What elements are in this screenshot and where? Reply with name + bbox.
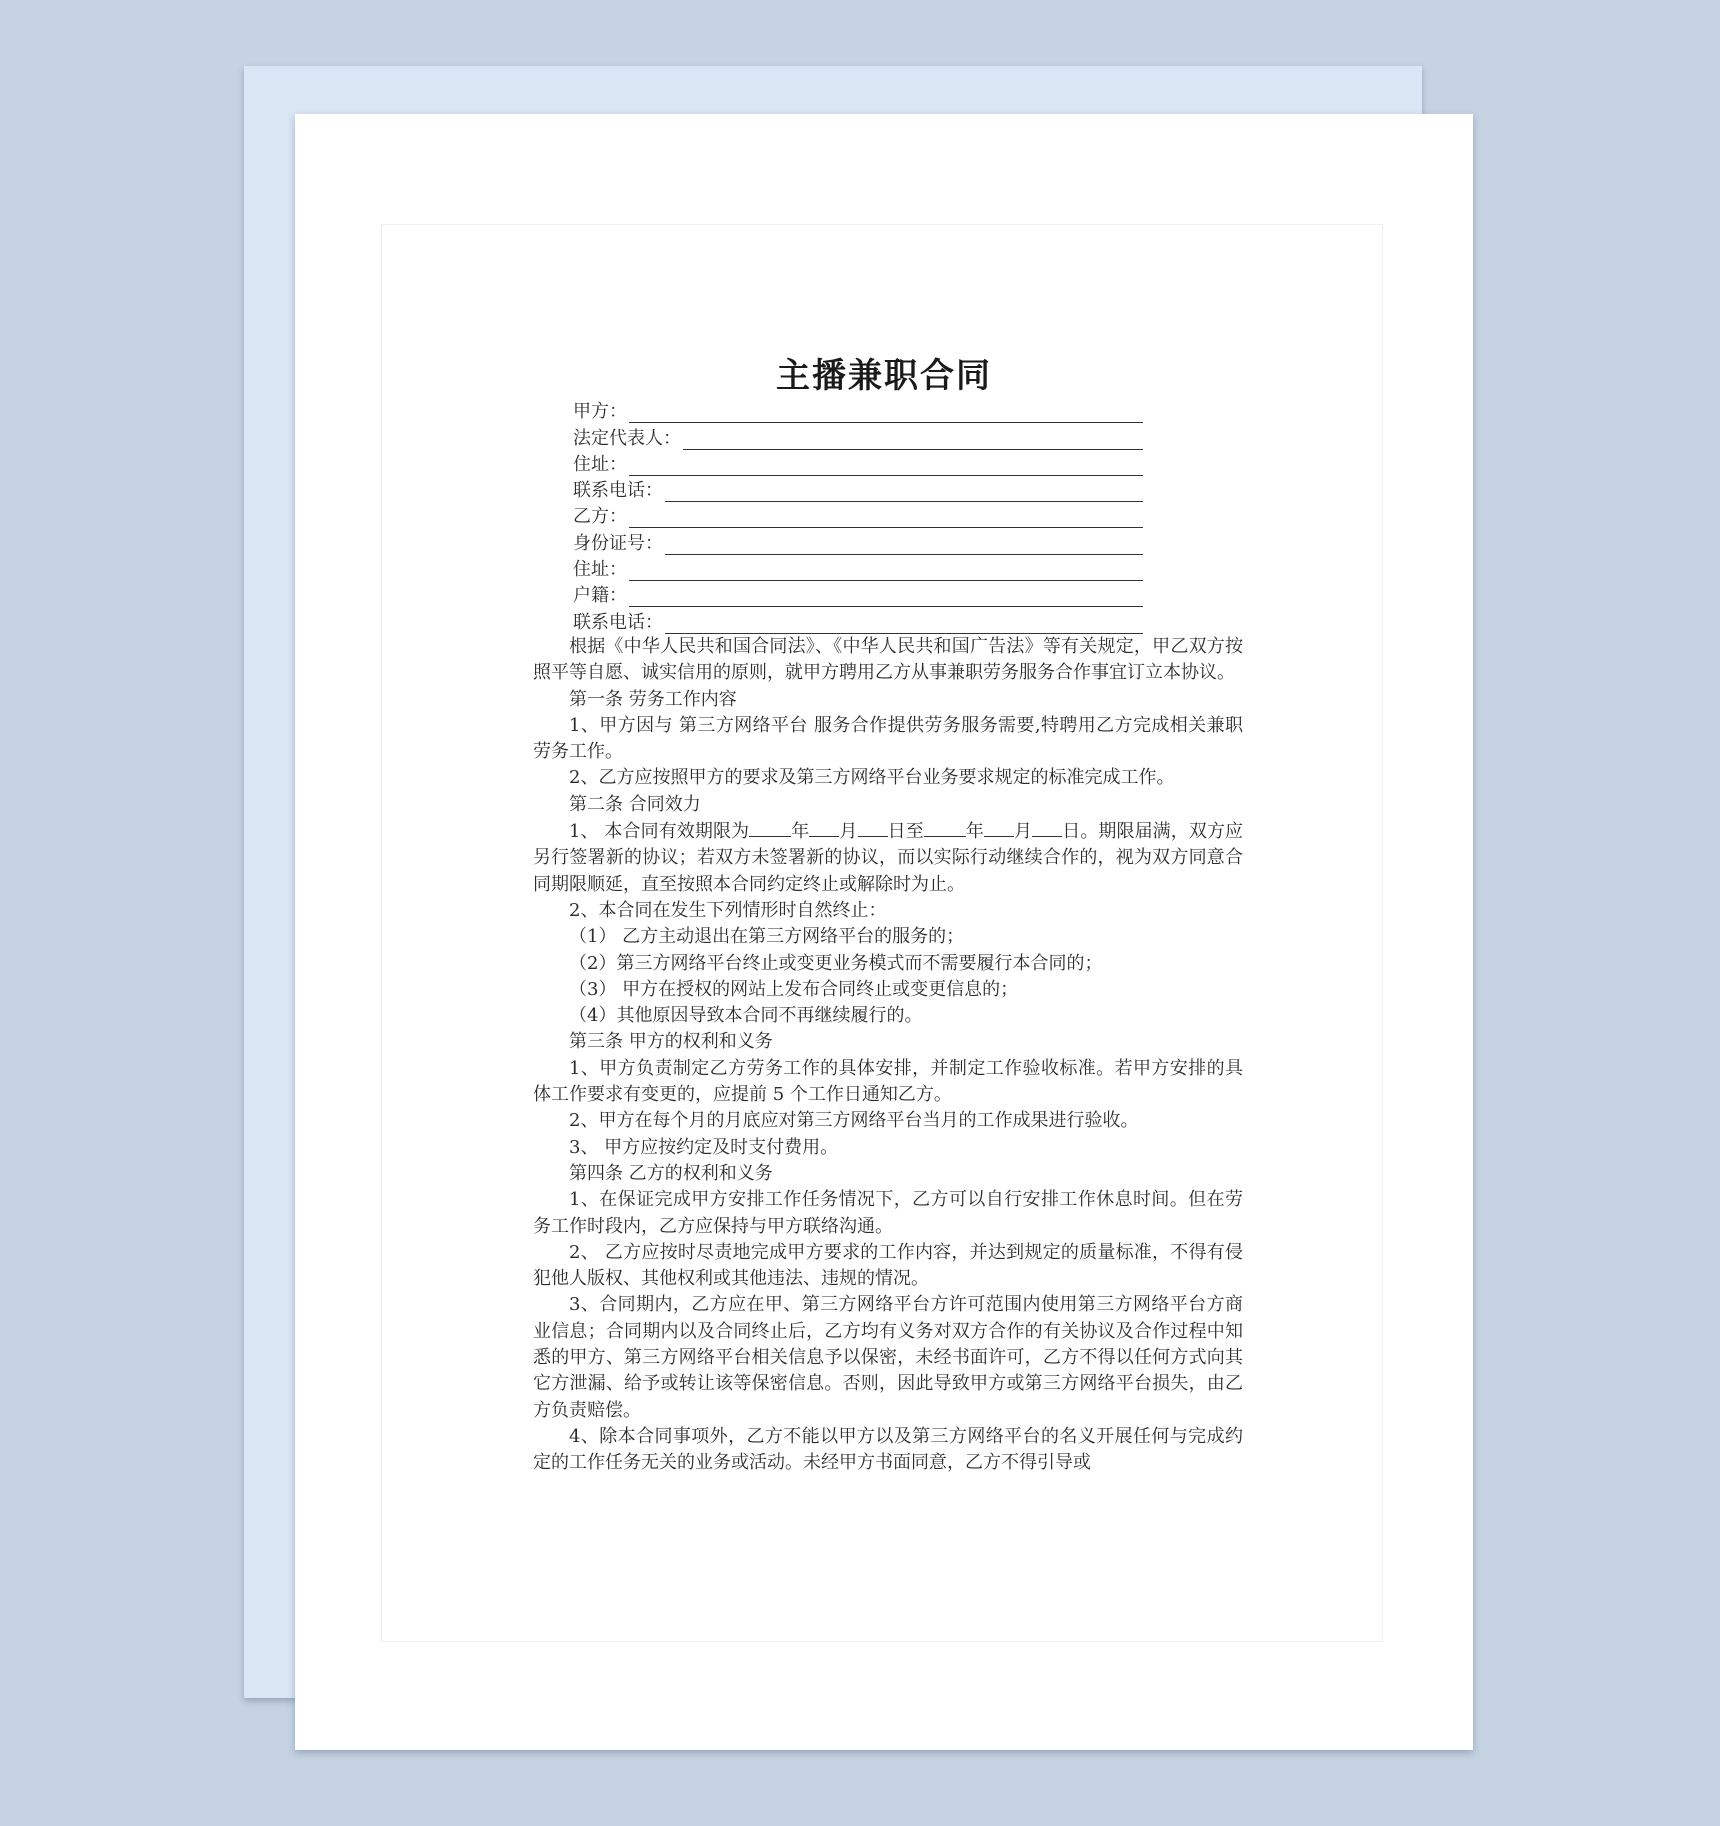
field-phone-a — [573, 476, 1143, 502]
blank-month — [809, 818, 839, 837]
term-text: 1、 本合同有效期限为 — [569, 821, 750, 843]
blank-year — [924, 818, 966, 837]
article-4-item-4: 4、除本合同事项外，乙方不能以甲方以及第三方网络平台的名义开展任何与完成约定的工作任务无关的业务或活动。未经甲方书面同意，乙方不得引导或 — [533, 1425, 1243, 1474]
article-1-item-1: 1、甲方因与 第三方网络平台 服务合作提供劳务服务需要,特聘用乙方完成相关兼职劳务工作。 — [533, 714, 1243, 763]
field-address-b — [573, 555, 1143, 581]
document-title: 主播兼职合同 — [776, 356, 992, 396]
fill-line — [629, 457, 1143, 476]
article-1-heading: 第一条 劳务工作内容 — [569, 688, 737, 710]
article-2-sub-item-2: （2）第三方网络平台终止或变更业务模式而不需要履行本合同的； — [569, 952, 1103, 974]
fill-line — [665, 615, 1143, 634]
party-info-fields — [573, 397, 1143, 634]
fill-line — [629, 404, 1143, 423]
article-1-item-2: 2、乙方应按照甲方的要求及第三方网络平台业务要求规定的标准完成工作。 — [569, 767, 1175, 789]
article-3-item-1: 1、甲方负责制定乙方劳务工作的具体安排，并制定工作验收标准。若甲方安排的具体工作要求有变更的，应提前 5 个工作日通知乙方。 — [533, 1057, 1243, 1106]
term-text: 日。期限届满，双方应另行签署新的协议；若双方未签署新的协议，而以实际行动继续合作的，视为双方同意合同期限顺延，直至按照本合同约定终止或解除时为止。 — [533, 821, 1244, 895]
field-label: 联系电话： — [573, 480, 663, 502]
field-party-a — [573, 397, 1143, 423]
fill-line — [629, 509, 1143, 528]
blank-day — [858, 818, 888, 837]
article-4-item-1: 1、在保证完成甲方安排工作任务情况下，乙方可以自行安排工作休息时间。但在劳务工作时段内，乙方应保持与甲方联络沟通。 — [533, 1189, 1243, 1237]
field-label: 身份证号： — [573, 532, 663, 554]
blank-month — [984, 818, 1014, 837]
article-2-item-1 — [533, 818, 1243, 898]
article-2-sub-item-4: （4）其他原因导致本合同不再继续履行的。 — [569, 1005, 923, 1027]
field-label: 联系电话： — [573, 611, 663, 633]
fill-line — [665, 483, 1143, 502]
field-label: 住址： — [573, 559, 627, 581]
article-4-heading: 第四条 乙方的权利和义务 — [569, 1162, 773, 1184]
field-legal-rep — [573, 423, 1143, 449]
field-phone-b — [573, 607, 1143, 633]
article-2-sub-item-3: （3） 甲方在授权的网站上发布合同终止或变更信息的； — [569, 978, 1019, 1000]
article-4-item-3: 3、合同期内，乙方应在甲、第三方网络平台方许可范围内使用第三方网络平台方商业信息；合同期内以及合同终止后，乙方均有义务对双方合作的有关协议及合作过程中知悉的甲方、第三方网络平台相关信息予以保密，未经书面许可，乙方不得以任何方式向其它方泄漏、给予或转让该等保密信息。否则，因此导致甲方或第三方网络平台损失，由乙方负责赔偿。 — [533, 1294, 1243, 1421]
field-label: 法定代表人： — [573, 427, 681, 449]
term-text: 月 — [1013, 821, 1033, 843]
article-2-heading: 第二条 合同效力 — [569, 793, 701, 815]
field-label: 户籍： — [573, 585, 627, 607]
field-label: 甲方： — [573, 401, 627, 423]
field-household — [573, 581, 1143, 607]
term-text: 月 — [839, 821, 858, 843]
field-label: 乙方： — [573, 506, 627, 528]
field-label: 住址： — [573, 453, 627, 475]
intro-paragraph: 根据《中华人民共和国合同法》、《中华人民共和国广告法》等有关规定，甲乙双方按照平等自愿、诚实信用的原则，就甲方聘用乙方从事兼职劳务服务合作事宜订立本协议。 — [533, 636, 1243, 684]
article-3-item-3: 3、 甲方应按约定及时支付费用。 — [569, 1136, 839, 1158]
term-text: 日至 — [887, 821, 924, 843]
field-id-number — [573, 528, 1143, 554]
article-2-sub-item-1: （1） 乙方主动退出在第三方网络平台的服务的； — [569, 926, 965, 948]
blank-year — [749, 818, 791, 837]
term-text: 年 — [791, 821, 810, 843]
blank-day — [1032, 818, 1062, 837]
contract-body — [533, 634, 1243, 1477]
document-page — [295, 114, 1473, 1750]
article-3-item-2: 2、甲方在每个月的月底应对第三方网络平台当月的工作成果进行验收。 — [569, 1110, 1139, 1132]
field-party-b — [573, 502, 1143, 528]
fill-line — [629, 562, 1143, 581]
field-address-a — [573, 450, 1143, 476]
article-3-heading: 第三条 甲方的权利和义务 — [569, 1031, 773, 1053]
term-text: 年 — [965, 821, 984, 843]
article-2-item-2: 2、本合同在发生下列情形时自然终止： — [569, 899, 887, 921]
article-4-item-2: 2、 乙方应按时尽责地完成甲方要求的工作内容，并达到规定的质量标准，不得有侵犯他人版权、其他权利或其他违法、违规的情况。 — [533, 1241, 1243, 1290]
fill-line — [665, 536, 1143, 555]
fill-line — [683, 431, 1143, 450]
fill-line — [629, 588, 1143, 607]
